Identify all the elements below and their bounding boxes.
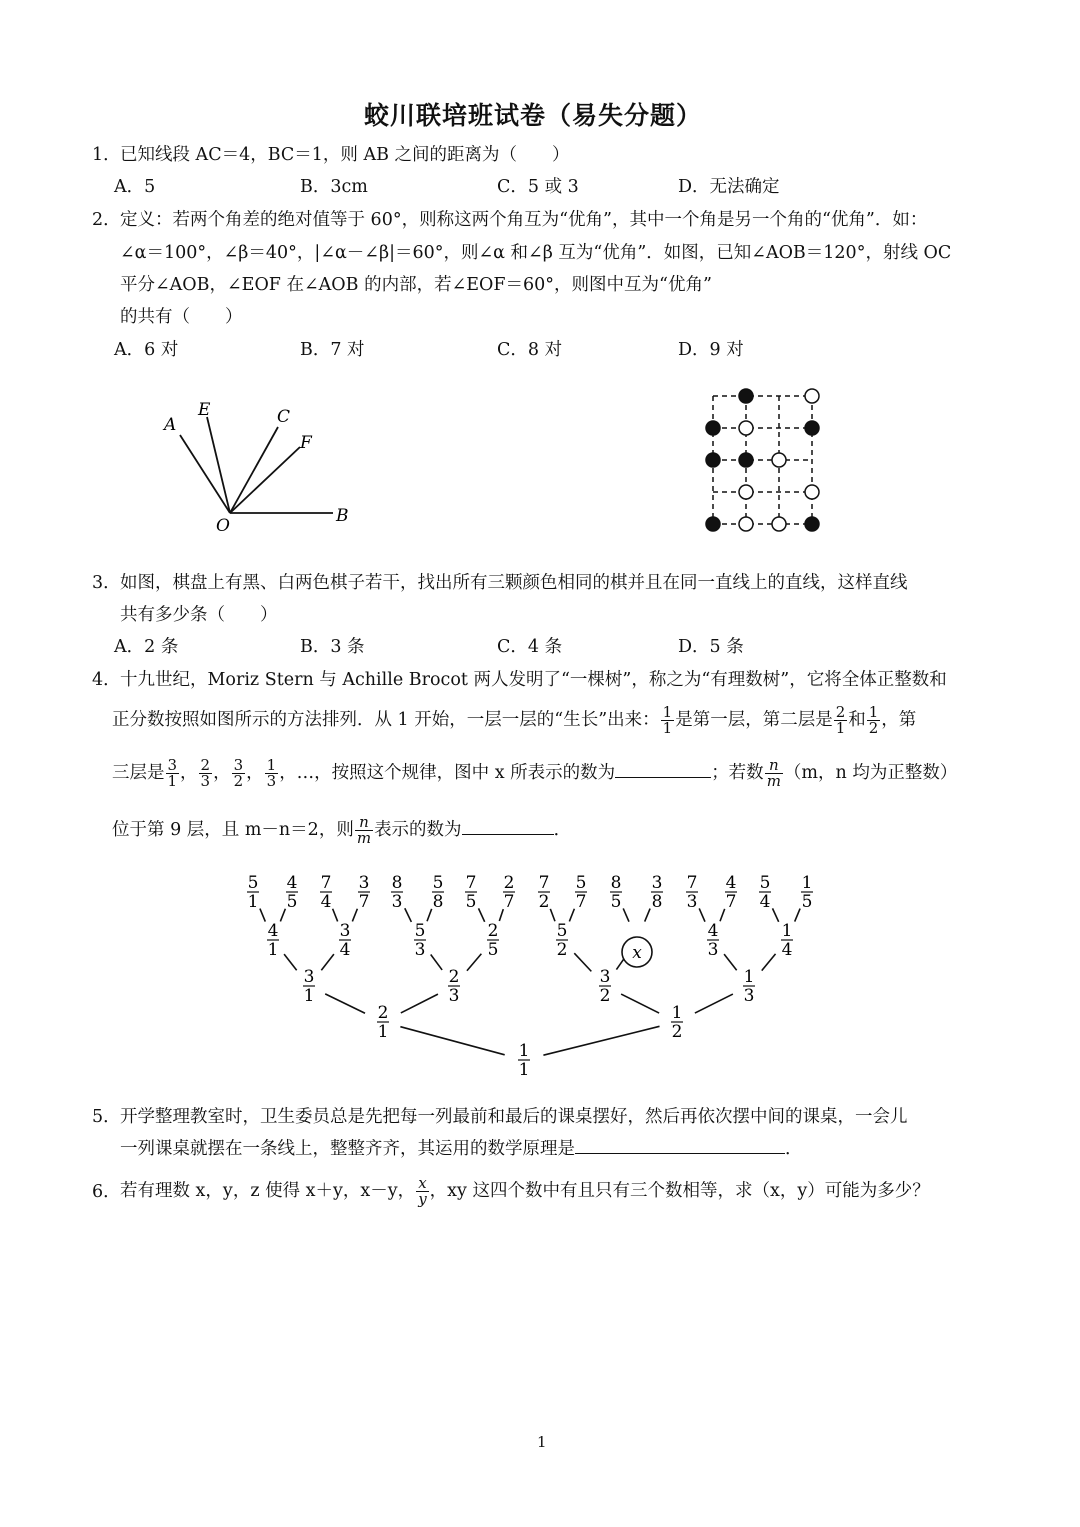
tree-node-level4-6-numerator: 4	[707, 921, 719, 941]
tree-node-level1-0-denominator: 1	[518, 1060, 530, 1080]
tree-edge	[550, 909, 555, 921]
tree-node-level5-11-denominator: 8	[651, 892, 663, 912]
tree-node-level3-1-denominator: 3	[448, 986, 460, 1006]
tree-node-level5-8-denominator: 2	[538, 892, 550, 912]
q2-number: 2．	[92, 210, 121, 230]
tree-node-level5-13-numerator: 4	[725, 874, 737, 893]
tree-node-level2-0-numerator: 2	[377, 1003, 389, 1023]
tree-node-level5-4-numerator: 8	[391, 874, 403, 893]
page-number: 1	[537, 1433, 547, 1451]
q4-line3-c: ；若数	[711, 763, 764, 783]
tree-node-level2-0-denominator: 1	[377, 1022, 389, 1042]
black-stone	[706, 453, 720, 467]
frac-2-3: $\frac{2}{3}$	[200, 756, 211, 790]
answer-blank-q5[interactable]	[575, 1137, 785, 1154]
tree-node-level5-0-denominator: 1	[247, 892, 259, 912]
tree-node-level4-4-denominator: 2	[556, 940, 568, 960]
tree-node-level1-0-numerator: 1	[518, 1041, 530, 1061]
black-stone	[706, 421, 720, 435]
white-stone	[772, 453, 786, 467]
white-stone	[739, 485, 753, 499]
q3-line1: 如图，棋盘上有黑、白两色棋子若干，找出所有三颗颜色相同的棋并且在同一直线上的直线，这样直线	[120, 573, 908, 593]
q2-option-d: D．9 对	[678, 340, 744, 360]
white-stone	[772, 517, 786, 531]
label-c: C	[277, 407, 291, 427]
q6-number: 6．	[92, 1182, 121, 1202]
q4-line3-b: ，…，按照这个规律，图中 x 所表示的数为	[279, 763, 616, 783]
tree-node-level2-1-denominator: 2	[671, 1022, 683, 1042]
q6-line	[120, 1176, 930, 1207]
tree-node-level4-1-denominator: 4	[339, 940, 351, 960]
tree-node-level5-9-numerator: 5	[575, 874, 587, 893]
tree-edge	[405, 908, 412, 922]
tree-node-level5-8-numerator: 7	[538, 874, 550, 893]
tree-edge	[762, 954, 776, 971]
tree-edge	[284, 954, 297, 970]
tree-node-level4-6-denominator: 3	[707, 940, 719, 960]
tree-node-level3-0-numerator: 3	[303, 967, 315, 987]
black-stone	[706, 517, 720, 531]
q4-line3-a: 三层是	[112, 763, 165, 783]
white-stone	[739, 517, 753, 531]
q3-option-a: A．2 条	[114, 637, 179, 657]
tree-edge	[427, 909, 432, 921]
white-stone	[805, 389, 819, 403]
q4-line4	[112, 815, 571, 846]
tree-edge	[569, 909, 574, 922]
tree-node-level5-6-denominator: 5	[465, 892, 477, 912]
tree-node-level3-2-numerator: 3	[599, 967, 611, 987]
tree-edge	[352, 909, 357, 922]
tree-edge	[260, 909, 265, 922]
q2-option-a: A．6 对	[114, 340, 179, 360]
tree-edge	[431, 954, 442, 969]
label-a: A	[164, 415, 177, 435]
q4-line2-b: 是第一层，第二层是	[675, 710, 833, 730]
q4-line2-a: 正分数按照如图所示的方法排列．从 1 开始，一层一层的“生长”出来：	[112, 710, 660, 730]
tree-node-level5-10-denominator: 5	[610, 892, 622, 912]
tree-node-level4-7-numerator: 1	[781, 921, 793, 941]
q2-line2: ∠α＝100°，∠β＝40°，|∠α－∠β|＝60°，则∠α 和∠β 互为“优角”．如图，已知∠AOB＝120°，射线 OC	[120, 243, 952, 263]
tree-edge	[772, 908, 778, 921]
label-f: F	[300, 433, 312, 453]
q3-option-c: C．4 条	[497, 637, 563, 657]
q6-text-a: 若有理数 x，y，z 使得 x＋y，x－y，	[120, 1181, 416, 1201]
q4-line2	[112, 705, 916, 736]
tree-edge	[621, 994, 659, 1013]
black-stone	[805, 421, 819, 435]
tree-node-level5-3-denominator: 7	[358, 892, 370, 912]
q5-number: 5．	[92, 1107, 121, 1127]
q1-option-c: C．5 或 3	[497, 177, 579, 197]
tree-edge	[401, 994, 438, 1013]
q1-number: 1．	[92, 145, 121, 165]
frac-n-m-2: $\frac{n}{m}$	[356, 813, 372, 847]
tree-node-level3-2-denominator: 2	[599, 986, 611, 1006]
frac-1-1: $\frac{1}{1}$	[662, 703, 673, 737]
black-stone	[739, 389, 753, 403]
tree-node-level5-9-denominator: 7	[575, 892, 587, 912]
black-stone	[739, 453, 753, 467]
chess-board-figure	[700, 384, 830, 539]
tree-edge	[574, 953, 591, 971]
tree-edge	[645, 909, 650, 922]
q4-number: 4．	[92, 670, 121, 690]
q4-line4-b: 表示的数为	[374, 820, 462, 840]
q2-option-c: C．8 对	[497, 340, 563, 360]
answer-blank-x[interactable]	[615, 761, 711, 778]
tree-node-level5-5-denominator: 8	[432, 892, 444, 912]
tree-node-level5-1-numerator: 4	[286, 874, 298, 893]
tree-edge	[325, 994, 365, 1013]
tree-node-level5-13-denominator: 7	[725, 892, 737, 912]
tree-edge	[280, 909, 285, 922]
tree-node-level5-7-denominator: 7	[503, 892, 515, 912]
tree-node-level4-2-numerator: 5	[414, 921, 426, 941]
tree-edge	[720, 909, 725, 921]
tree-node-level5-6-numerator: 7	[465, 874, 477, 893]
frac-3-1: $\frac{3}{1}$	[167, 756, 178, 790]
q5-end: ．	[785, 1139, 803, 1159]
frac-n-m: $\frac{n}{m}$	[766, 756, 781, 790]
tree-edge	[795, 909, 800, 922]
q4-line3: 三层是 $\frac{3}{1}$ ， $\frac{2}{3}$ ， $\frac{3}{2}$ ， $\frac{1}{3}$ ，…，按照这个规律，图中 x 所表示的数为 ；若数 $\frac{n}{m}$ （m，n 均为正整数）	[112, 756, 958, 790]
tree-node-level5-1-denominator: 5	[286, 892, 298, 912]
label-b: B	[336, 506, 349, 526]
label-o: O	[216, 516, 230, 536]
tree-edge	[467, 954, 481, 971]
tree-node-level4-3-numerator: 2	[487, 921, 499, 941]
frac-2-1: $\frac{2}{1}$	[835, 703, 846, 737]
q4-line1: 十九世纪，Moriz Stern 与 Achille Brocot 两人发明了“一棵树”，称之为“有理数树”，它将全体正整数和	[120, 670, 947, 690]
tree-edge	[623, 908, 629, 921]
tree-edge	[321, 954, 334, 970]
tree-node-level5-10-numerator: 8	[610, 874, 622, 893]
frac-1-3: $\frac{1}{3}$	[266, 756, 277, 790]
tree-node-level5-15-numerator: 1	[801, 874, 813, 893]
tree-edge	[478, 908, 484, 921]
q2-line3: 平分∠AOB，∠EOF 在∠AOB 的内部，若∠EOF＝60°，则图中互为“优角”	[120, 275, 712, 295]
tree-node-level5-12-denominator: 3	[686, 892, 698, 912]
frac-x-y: $\frac{x}{y}$	[418, 1174, 427, 1208]
q5-line1: 开学整理教室时，卫生委员总是先把每一列最前和最后的课桌摆好，然后再依次摆中间的课桌，一会儿	[120, 1107, 908, 1127]
q1-text: 已知线段 AC＝4，BC＝1，则 AB 之间的距离为（ ）	[120, 145, 570, 165]
tree-node-level5-3-numerator: 3	[358, 874, 370, 893]
tree-node-level4-2-denominator: 3	[414, 940, 426, 960]
rational-tree-figure	[230, 874, 830, 1099]
q4-line2-d: ，第	[881, 710, 917, 730]
angle-figure	[150, 395, 370, 540]
tree-node-level5-12-numerator: 7	[686, 874, 698, 893]
q2-option-b: B．7 对	[300, 340, 365, 360]
q3-option-d: D．5 条	[678, 637, 744, 657]
q4-line4-a: 位于第 9 层，且 m－n＝2，则	[112, 820, 354, 840]
q3-line2: 共有多少条（ ）	[120, 605, 278, 625]
tree-node-level4-7-denominator: 4	[781, 940, 793, 960]
q6-text-b: ，xy 这四个数中有且只有三个数相等，求（x，y）可能为多少？	[429, 1181, 930, 1201]
tree-node-level5-2-numerator: 7	[320, 874, 332, 893]
tree-node-level5-5-numerator: 5	[432, 874, 444, 893]
tree-node-level5-0-numerator: 5	[247, 874, 259, 893]
tree-node-level4-0-denominator: 1	[267, 940, 279, 960]
answer-blank-nm[interactable]	[462, 818, 554, 835]
q3-option-b: B．3 条	[300, 637, 365, 657]
q1-option-d: D．无法确定	[678, 177, 780, 197]
tree-edge	[724, 954, 737, 970]
q1-option-a: A．5	[114, 177, 156, 197]
label-e: E	[198, 400, 211, 420]
tree-node-level2-1-numerator: 1	[671, 1003, 683, 1023]
q4-line3-d: （m，n 均为正整数）	[783, 763, 958, 783]
q5-line2	[120, 1137, 803, 1161]
tree-node-level4-4-numerator: 5	[556, 921, 568, 941]
tree-node-level5-11-numerator: 3	[651, 874, 663, 893]
tree-node-level3-3-numerator: 1	[743, 967, 755, 987]
frac-1-2: $\frac{1}{2}$	[868, 703, 879, 737]
tree-node-level4-1-numerator: 3	[339, 921, 351, 941]
tree-node-level3-1-numerator: 2	[448, 967, 460, 987]
tree-edge	[543, 1026, 659, 1055]
white-stone	[805, 485, 819, 499]
tree-node-level5-7-numerator: 2	[503, 874, 515, 893]
q2-line1: 定义：若两个角差的绝对值等于 60°，则称这两个角互为“优角”，其中一个角是另一个角的“优角”．如：	[120, 210, 928, 230]
black-stone	[805, 517, 819, 531]
q3-number: 3．	[92, 573, 121, 593]
white-stone	[739, 421, 753, 435]
tree-node-level5-15-denominator: 5	[801, 892, 813, 912]
tree-node-level5-14-numerator: 5	[759, 874, 771, 893]
tree-edge	[400, 1027, 504, 1055]
tree-node-level4-3-denominator: 5	[487, 940, 499, 960]
tree-node-level3-3-denominator: 3	[743, 986, 755, 1006]
frac-3-2: $\frac{3}{2}$	[233, 756, 244, 790]
tree-node-level5-14-denominator: 4	[759, 892, 771, 912]
tree-edge	[695, 994, 733, 1013]
q4-line2-c: 和	[848, 710, 866, 730]
tree-edge	[699, 908, 705, 921]
tree-node-level4-0-numerator: 4	[267, 921, 279, 941]
q4-line4-c: ．	[553, 820, 572, 840]
tree-node-level5-4-denominator: 3	[391, 892, 403, 912]
tree-node-level3-0-denominator: 1	[303, 986, 315, 1006]
tree-edge	[333, 909, 338, 922]
q1-option-b: B．3cm	[300, 177, 368, 197]
q2-line4: 的共有（ ）	[120, 307, 243, 327]
page-title: 蛟川联培班试卷（易失分题）	[364, 101, 703, 130]
tree-node-level5-2-denominator: 4	[320, 892, 332, 912]
tree-node-x-label: x	[632, 943, 642, 963]
q5-line2-text: 一列课桌就摆在一条线上，整整齐齐，其运用的数学原理是	[120, 1139, 575, 1159]
